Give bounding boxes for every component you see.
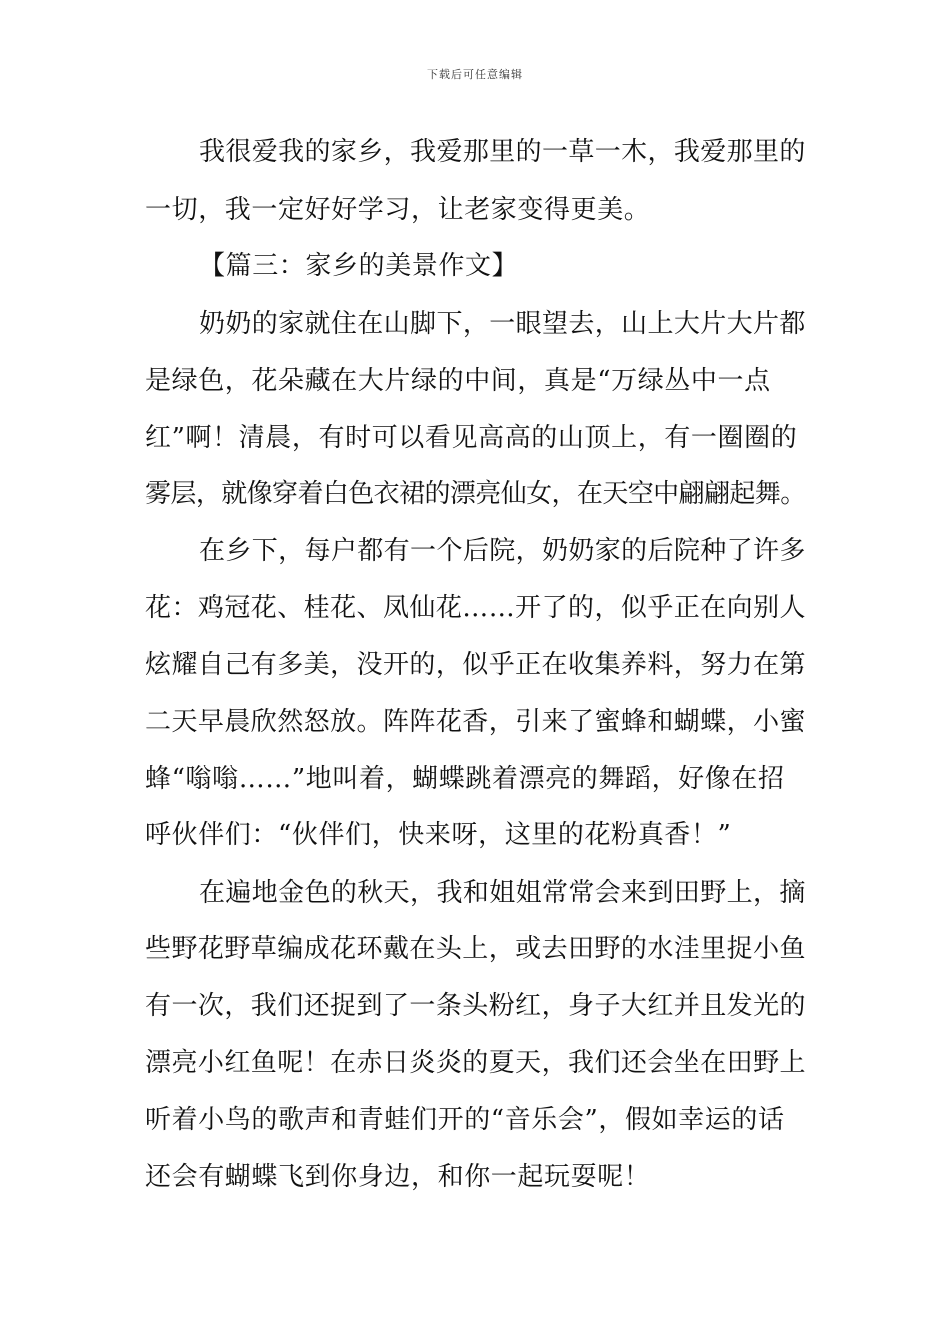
paragraph-line: 听着小鸟的歌声和青蛙们开的“音乐会”，假如幸运的话 (145, 1105, 785, 1135)
paragraph-line: 二天早晨欣然怒放。阵阵花香，引来了蜜蜂和蝴蝶，小蜜 (145, 707, 807, 737)
paragraph-line: 呼伙伴们：“伙伴们，快来呀，这里的花粉真香！” (145, 820, 732, 850)
page-header: 下载后可任意编辑 (427, 68, 523, 81)
paragraph-line: 蜂“嗡嗡……”地叫着，蝴蝶跳着漂亮的舞蹈，好像在招 (145, 764, 785, 794)
section-heading: 【篇三：家乡的美景作文】 (199, 251, 519, 281)
paragraph-line: 我很爱我的家乡，我爱那里的一草一木，我爱那里的 (199, 137, 806, 167)
paragraph-line: 还会有蝴蝶飞到你身边，和你一起玩耍呢！ (145, 1162, 651, 1192)
paragraph-line: 漂亮小红鱼呢！在赤日炎炎的夏天，我们还会坐在田野上 (145, 1048, 807, 1078)
paragraph-line: 在乡下，每户都有一个后院，奶奶家的后院种了许多 (199, 536, 806, 566)
paragraph-line: 雾层，就像穿着白色衣裙的漂亮仙女，在天空中翩翩起舞。 (145, 479, 806, 509)
paragraph-line: 是绿色，花朵藏在大片绿的中间，真是“万绿丛中一点 (145, 366, 771, 396)
paragraph-line: 奶奶的家就住在山脚下，一眼望去，山上大片大片都 (199, 309, 806, 339)
paragraph-line: 些野花野草编成花环戴在头上，或去田野的水洼里捉小鱼 (145, 934, 807, 964)
paragraph-line: 红”啊！清晨，有时可以看见高高的山顶上，有一圈圈的 (145, 423, 798, 453)
paragraph-line: 在遍地金色的秋天，我和姐姐常常会来到田野上，摘 (199, 878, 806, 908)
paragraph-line: 有一次，我们还捉到了一条头粉红，身子大红并且发光的 (145, 991, 807, 1021)
paragraph-line: 一切，我一定好好学习，让老家变得更美。 (145, 195, 651, 225)
paragraph-line: 炫耀自己有多美，没开的，似乎正在收集养料，努力在第 (145, 650, 807, 680)
paragraph-line: 花：鸡冠花、桂花、凤仙花……开了的，似乎正在向别人 (145, 593, 807, 623)
